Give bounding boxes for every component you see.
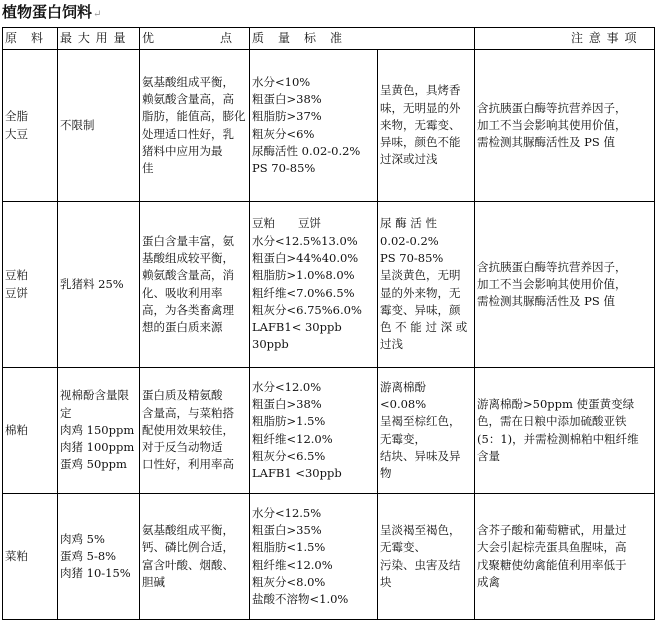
cell-standard-values: 水分<12.0% 粗蛋白>38% 粗脂肪>1.5% 粗纤维<12.0% 粗灰分<6.5% LAFB1 <30ppb xyxy=(250,368,378,494)
title-text: 植物蛋白饲料 xyxy=(2,3,93,21)
cell-max-usage: 乳猪料 25% xyxy=(58,202,140,368)
cell-notes: 游离棉酚>50ppm 使蛋黄变绿 色，需在日粮中添加硫酸亚铁 (5：1)，并需检测棉粕中粗纤维 含量 xyxy=(475,368,655,494)
cell-material: 全脂 大豆 xyxy=(3,50,58,202)
header-material: 原 料 xyxy=(3,28,58,50)
page-title xyxy=(2,2,101,25)
cell-notes: 含芥子酸和葡萄糖甙，用量过 大会引起棕壳蛋具鱼腥味，高 戊聚糖使幼禽能值利用率低于 成禽 xyxy=(475,494,655,620)
cell-max-usage: 肉鸡 5% 蛋鸡 5-8% 肉猪 10-15% xyxy=(58,494,140,620)
header-notes: 注 意 事 项 xyxy=(475,28,655,50)
table-row xyxy=(3,202,655,368)
cell-material: 豆粕 豆饼 xyxy=(3,202,58,368)
table-row xyxy=(3,494,655,620)
header-max-usage: 最 大 用 量 xyxy=(58,28,140,50)
table-row xyxy=(3,368,655,494)
cell-standard-appearance: 呈淡褐至褐色， 无霉变、 污染、虫害及结 块 xyxy=(378,494,475,620)
cell-material: 棉粕 xyxy=(3,368,58,494)
table-header-row xyxy=(3,28,655,50)
cell-standard-values: 豆粕 豆饼 水分<12.5%13.0% 粗蛋白>44%40.0% 粗脂肪>1.0%8.0% 粗纤维<7.0%6.5% 粗灰分<6.75%6.0% LAFB1< 30ppb 30ppb xyxy=(250,202,378,368)
cell-notes: 含抗胰蛋白酶等抗营养因子， 加工不当会影响其使用价值， 需检测其脲酶活性及 PS 值 xyxy=(475,202,655,368)
cell-notes: 含抗胰蛋白酶等抗营养因子， 加工不当会影响其使用价值， 需检测其脲酶活性及 PS 值 xyxy=(475,50,655,202)
cell-advantage: 氨基酸组成平衡， 赖氨酸含量高，高 脂肪，能值高，膨化 处理适口性好，乳 猪料中应用为最 佳 xyxy=(140,50,250,202)
cell-advantage: 蛋白质及精氨酸 含量高，与菜粕搭 配使用效果较佳， 对于反刍动物适 口性好，利用率高 xyxy=(140,368,250,494)
cell-material: 菜粕 xyxy=(3,494,58,620)
cell-max-usage: 不限制 xyxy=(58,50,140,202)
cell-standard-appearance: 呈黄色，具烤香 味，无明显的外 来物，无霉变、 异味，颜色不能 过深或过浅 xyxy=(378,50,475,202)
header-advantage: 优 点 xyxy=(140,28,250,50)
cell-standard-values: 水分<10% 粗蛋白>38% 粗脂肪>37% 粗灰分<6% 尿酶活性 0.02-0.2% PS 70-85% xyxy=(250,50,378,202)
feed-table xyxy=(2,27,655,620)
cell-standard-values: 水分<12.5% 粗蛋白>35% 粗脂肪<1.5% 粗纤维<12.0% 粗灰分<8.0% 盐酸不溶物<1.0% xyxy=(250,494,378,620)
header-standard: 质 量 标 准 xyxy=(250,28,475,50)
cell-advantage: 氨基酸组成平衡， 钙、磷比例合适， 富含叶酸、烟酸、 胆碱 xyxy=(140,494,250,620)
cell-standard-appearance: 尿 酶 活 性 0.02-0.2% PS 70-85% 呈淡黄色，无明 显的外来物，无 霉变、异味，颜 色 不 能 过 深 或 过浅 xyxy=(378,202,475,368)
table-row xyxy=(3,50,655,202)
cell-max-usage: 视棉酚含量限 定 肉鸡 150ppm 肉猪 100ppm 蛋鸡 50ppm xyxy=(58,368,140,494)
paragraph-mark-icon: ↵ xyxy=(93,9,102,20)
cell-advantage: 蛋白含量丰富，氨 基酸组成较平衡， 赖氨酸含量高，消 化、吸收利用率 高，为各类畜禽理 想的蛋白质来源 xyxy=(140,202,250,368)
cell-standard-appearance: 游离棉酚 <0.08% 呈褐至棕红色， 无霉变， 结块、异味及异 物 xyxy=(378,368,475,494)
